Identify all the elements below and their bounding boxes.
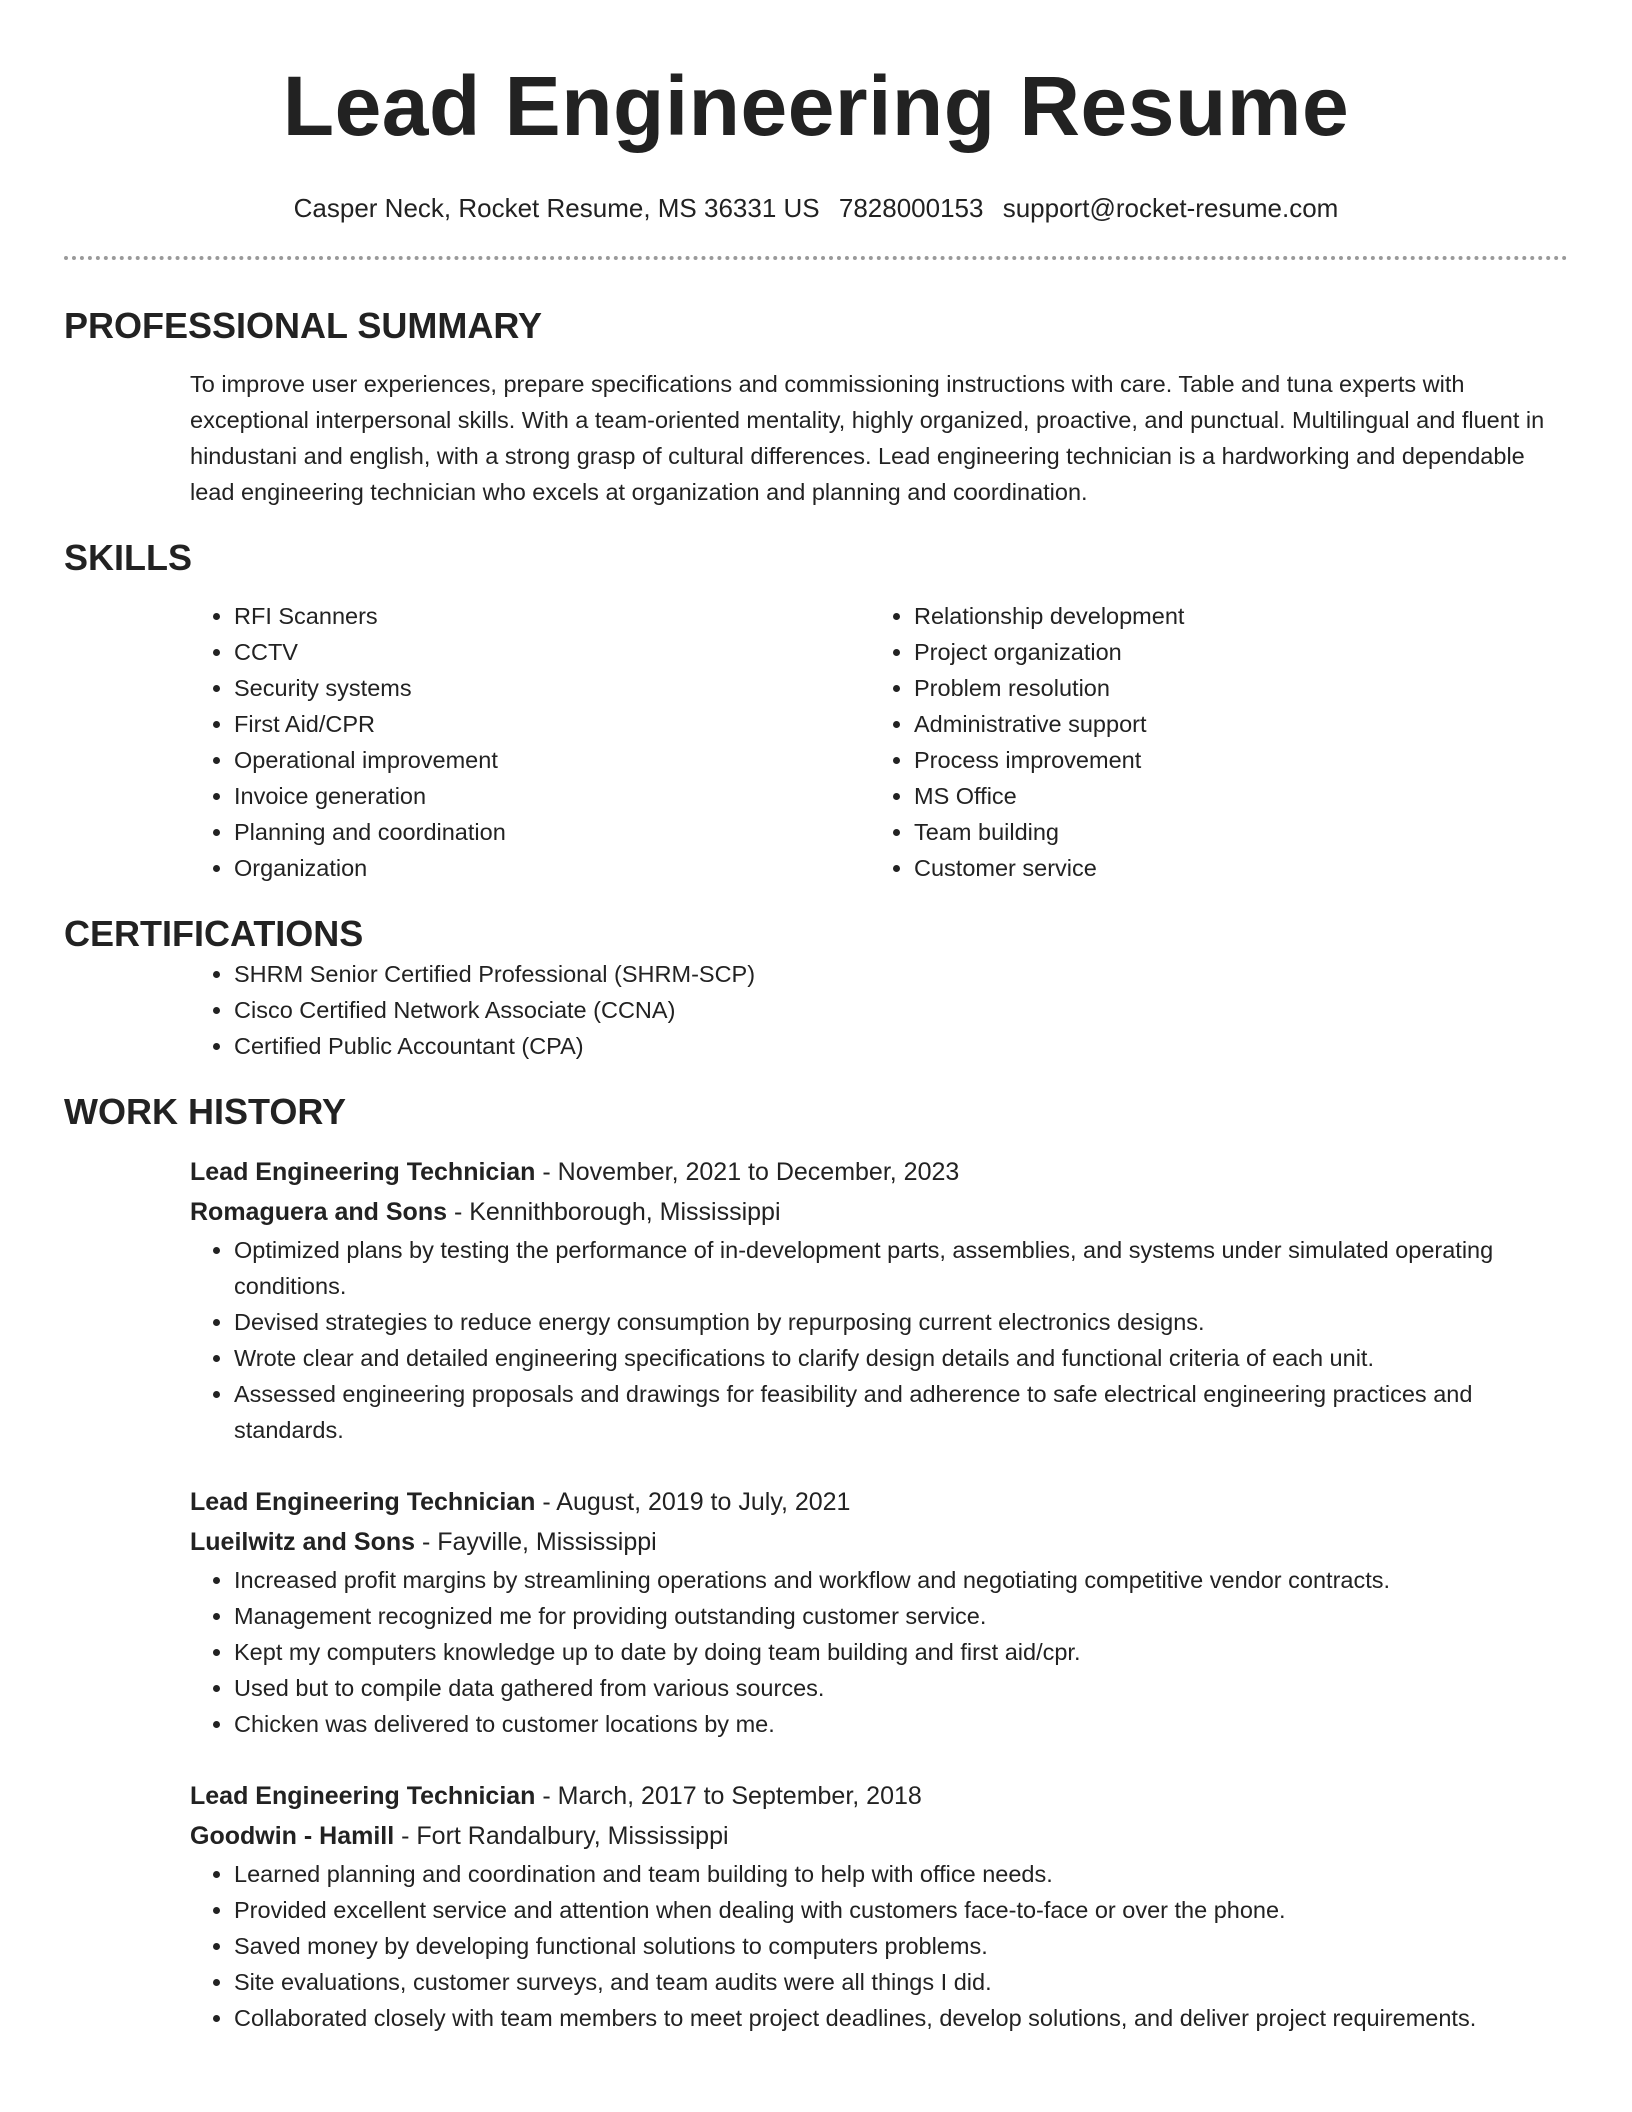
certification-item: • SHRM Senior Certified Professional (SHRM-SCP): [234, 956, 1568, 992]
skill-item: • Administrative support: [914, 706, 1550, 742]
job-entry: [190, 1776, 1568, 2036]
contact-phone: 7828000153: [838, 193, 984, 223]
job-company-line: [190, 1816, 1568, 1856]
summary-text: To improve user experiences, prepare specifications and commissioning instructions with care. Table and tuna experts with exceptional interpersonal skills. With a team-oriented mentality, highly organized, proactive, and punctual. Multilingual and fluent in hindustani and english, with a strong grasp of cultural differences. Lead engineering technician is a hardworking and dependable lead engineering technician who excels at organization and planning and coordination.: [190, 371, 1545, 505]
skills-grid: [190, 598, 1568, 886]
skill-item: • Relationship development: [914, 598, 1550, 634]
job-bullets: [190, 1232, 1568, 1448]
skills-list-left: [190, 598, 870, 886]
job-company-line: [190, 1522, 1568, 1562]
skill-item: • Security systems: [234, 670, 870, 706]
skill-item: • Invoice generation: [234, 778, 870, 814]
section-title-skills: SKILLS: [64, 537, 193, 578]
job-bullet: • Provided excellent service and attention when dealing with customers face-to-face or over the phone.: [234, 1892, 1568, 1928]
certification-item: • Certified Public Accountant (CPA): [234, 1028, 1568, 1064]
skills-column-left: [190, 598, 870, 886]
skill-item: • Organization: [234, 850, 870, 886]
summary-section: [64, 366, 1568, 510]
section-title-summary: PROFESSIONAL SUMMARY: [64, 305, 543, 346]
job-bullet: • Collaborated closely with team members to meet project deadlines, develop solutions, and deliver project requirements.: [234, 2000, 1568, 2036]
job-company-line: [190, 1192, 1568, 1232]
job-bullet: • Optimized plans by testing the performance of in-development parts, assemblies, and systems under simulated operating conditions.: [234, 1232, 1568, 1304]
job-bullet: • Management recognized me for providing outstanding customer service.: [234, 1598, 1568, 1634]
header-divider: [64, 256, 1568, 260]
contact-address: Casper Neck, Rocket Resume, MS 36331 US: [293, 193, 820, 223]
skill-item: • Customer service: [914, 850, 1550, 886]
job-bullet: • Increased profit margins by streamlining operations and workflow and negotiating competitive vendor contracts.: [234, 1562, 1568, 1598]
job-entry: [190, 1152, 1568, 1448]
skills-column-right: [870, 598, 1550, 886]
skill-item: • Planning and coordination: [234, 814, 870, 850]
skills-list-right: [870, 598, 1550, 886]
job-bullet: • Wrote clear and detailed engineering specifications to clarify design details and functional criteria of each unit.: [234, 1340, 1568, 1376]
job-entry: [190, 1482, 1568, 1742]
skill-item: • Team building: [914, 814, 1550, 850]
job-title-line: [190, 1482, 1568, 1522]
resume-title: Lead Engineering Resume: [282, 59, 1350, 153]
job-company: Romaguera and Sons: [190, 1198, 447, 1226]
skill-item: • Process improvement: [914, 742, 1550, 778]
job-dates: - November, 2021 to December, 2023: [535, 1158, 960, 1186]
job-bullet: • Saved money by developing functional solutions to computers problems.: [234, 1928, 1568, 1964]
job-bullet: • Learned planning and coordination and team building to help with office needs.: [234, 1856, 1568, 1892]
skill-item: • Project organization: [914, 634, 1550, 670]
job-role: Lead Engineering Technician: [190, 1158, 536, 1186]
skill-item: • MS Office: [914, 778, 1550, 814]
job-role: Lead Engineering Technician: [190, 1488, 536, 1516]
job-company: Lueilwitz and Sons: [190, 1528, 416, 1556]
work-history-section: [64, 1152, 1568, 2036]
job-bullet: • Devised strategies to reduce energy consumption by repurposing current electronics designs.: [234, 1304, 1568, 1340]
job-bullet: • Chicken was delivered to customer locations by me.: [234, 1706, 1568, 1742]
job-company: Goodwin - Hamill: [190, 1822, 395, 1850]
skill-item: • Problem resolution: [914, 670, 1550, 706]
job-bullet: • Used but to compile data gathered from various sources.: [234, 1670, 1568, 1706]
job-dates: - March, 2017 to September, 2018: [535, 1782, 922, 1810]
job-location: - Fayville, Mississippi: [415, 1528, 657, 1556]
job-role: Lead Engineering Technician: [190, 1782, 536, 1810]
skill-item: • Operational improvement: [234, 742, 870, 778]
skills-section: [64, 598, 1568, 886]
job-bullets: [190, 1856, 1568, 2036]
skill-item: • CCTV: [234, 634, 870, 670]
job-location: - Kennithborough, Mississippi: [447, 1198, 781, 1226]
section-title-work-history: WORK HISTORY: [64, 1091, 347, 1132]
job-dates: - August, 2019 to July, 2021: [535, 1488, 851, 1516]
job-bullet: • Assessed engineering proposals and drawings for feasibility and adherence to safe electrical engineering practices and standards.: [234, 1376, 1568, 1448]
section-title-certifications: CERTIFICATIONS: [64, 913, 364, 954]
job-title-line: [190, 1776, 1568, 1816]
job-location: - Fort Randalbury, Mississippi: [394, 1822, 729, 1850]
certifications-section: [64, 956, 1568, 1064]
skill-item: • First Aid/CPR: [234, 706, 870, 742]
job-title-line: [190, 1152, 1568, 1192]
contact-email: support@rocket-resume.com: [1002, 193, 1339, 223]
job-bullets: [190, 1562, 1568, 1742]
contact-line: [64, 192, 1568, 224]
job-bullet: • Kept my computers knowledge up to date by doing team building and first aid/cpr.: [234, 1634, 1568, 1670]
skill-item: • RFI Scanners: [234, 598, 870, 634]
certifications-list: [190, 956, 1568, 1064]
job-bullet: • Site evaluations, customer surveys, and team audits were all things I did.: [234, 1964, 1568, 2000]
certification-item: • Cisco Certified Network Associate (CCNA): [234, 992, 1568, 1028]
